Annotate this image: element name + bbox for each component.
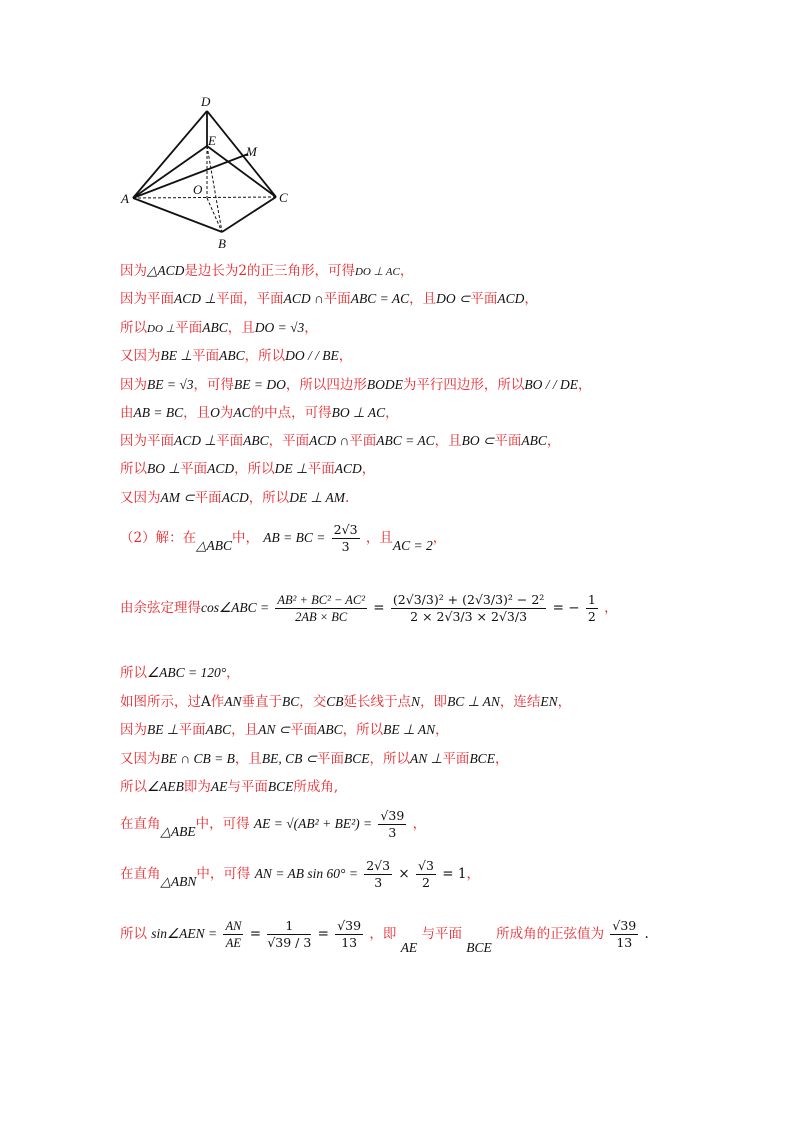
part2-line-12: 所以∠ABC = 120°， bbox=[120, 665, 240, 681]
fraction: $\frac{√3}{2}$ bbox=[418, 858, 434, 890]
proof-line-3: 所以DO ⊥平面ABC，且DO = √3， bbox=[120, 320, 318, 336]
pyramid-figure bbox=[118, 90, 298, 255]
proof-line-4: 又因为BE ⊥平面ABC，所以DO / / BE， bbox=[120, 348, 353, 364]
label-E: E bbox=[208, 133, 216, 148]
fraction: $\frac{AN}{AE}$ bbox=[225, 919, 242, 950]
label-M: M bbox=[246, 144, 257, 159]
fraction: $\frac{√39}{13}$ bbox=[612, 918, 637, 950]
label-O: O bbox=[193, 182, 203, 197]
label-D: D bbox=[201, 94, 211, 109]
fraction: $\frac{1}{2}$ bbox=[587, 592, 596, 624]
proof-line-7: 因为平面ACD ⊥平面ABC，平面ACD ∩平面ABC = AC，且BO ⊂平面ABC， bbox=[120, 433, 561, 449]
part2-line-16: 所以∠AEB即为AE与平面BCE所成角, bbox=[120, 779, 339, 795]
label-B: B bbox=[218, 236, 226, 251]
part2-line-18: 在直角△ABN中，可得 AN = AB sin 60° = $\frac{2√3}{3}$ × $\frac{√3}{2}$ = 1， bbox=[120, 858, 480, 890]
part2-line-19: 所以 sin∠AEN = $\frac{AN}{AE}$ = $\frac{1}{√39 / 3}$ = $\frac{√39}{13}$ ，即 AE 与平面 BCE 所成角的正弦值为 $\frac{√39}{13}$ . bbox=[120, 918, 649, 955]
fraction: $\frac{\text{(2√3/3)² + (2√3/3)² − 2²}}{2 \times 2√3/3 \times 2√3/3}$ bbox=[392, 592, 545, 624]
fraction: $\frac{√39}{13}$ bbox=[337, 918, 362, 950]
fraction: $\frac{√39}{3}$ bbox=[380, 808, 405, 840]
fraction: $\frac{2√3}{3}$ bbox=[333, 522, 358, 554]
proof-line-2: 因为平面ACD ⊥平面，平面ACD ∩平面ABC = AC，且DO ⊂平面ACD， bbox=[120, 291, 538, 307]
proof-line-5: 因为BE = √3，可得BE = DO，所以四边形BODE为平行四边形，所以BO / / DE， bbox=[120, 377, 592, 393]
fraction: $\frac{2√3}{3}$ bbox=[366, 858, 391, 890]
proof-line-1: 因为△ACD是边长为2的正三角形，可得DO ⊥ AC， bbox=[120, 263, 414, 279]
part2-line-15: 又因为BE ∩ CB = B，且BE, CB ⊂平面BCE，所以AN ⊥平面BCE， bbox=[120, 751, 509, 767]
part2-line-14: 因为BE ⊥平面ABC，且AN ⊂平面ABC，所以BE ⊥ AN， bbox=[120, 722, 449, 738]
part2-line-13: 如图所示，过A作AN垂直于BC，交CB延长线于点N，即BC ⊥ AN，连结EN， bbox=[120, 694, 572, 710]
proof-line-6: 由AB = BC，且O为AC的中点，可得BO ⊥ AC， bbox=[120, 405, 399, 421]
proof-line-8: 所以BO ⊥平面ACD，所以DE ⊥平面ACD， bbox=[120, 461, 376, 477]
fraction: $\frac{1}{√39 / 3}$ bbox=[267, 918, 312, 950]
part2-line-10: （2）解：在△ABC中， AB = BC = $\frac{2√3}{3}$ ，且AC = 2， bbox=[120, 522, 447, 554]
part2-line-11: 由余弦定理得cos∠ABC = $\frac{\text{AB² + BC² − AC²}}{2AB \times BC}$ = $\frac{\text{(2√3/3)² + (2√3/3)² − 2²}}{2 \times 2√3/3 \times 2√3/3}$ = − $\frac{1}{2}$ ， bbox=[120, 592, 618, 624]
label-A: A bbox=[121, 191, 129, 206]
part2-line-17: 在直角△ABE中，可得 AE = √(AB² + BE²) = $\frac{√39}{3}$ ， bbox=[120, 808, 427, 840]
proof-line-9: 又因为AM ⊂平面ACD，所以DE ⊥ AM. bbox=[120, 490, 350, 506]
label-C: C bbox=[279, 190, 288, 205]
fraction: $\frac{\text{AB² + BC² − AC²}}{2AB \times BC}$ bbox=[277, 593, 365, 624]
